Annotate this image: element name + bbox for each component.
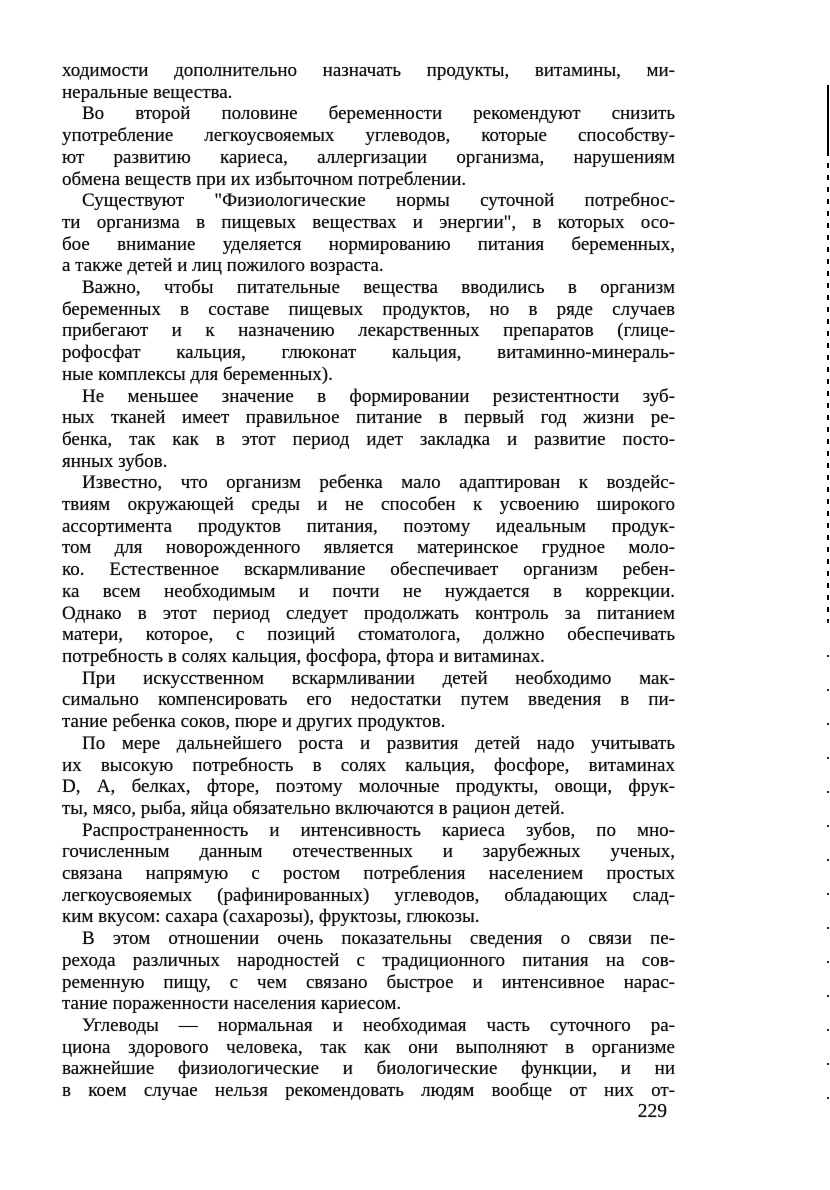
text-line: ременную пищу, с чем связано быстрое и интенсивное нарас-	[62, 971, 675, 993]
text-line: обмена веществ при их избыточном потреблении.	[62, 168, 467, 190]
page-number: 229	[637, 1101, 667, 1122]
text-line: рехода различных народностей с традиционного питания на сов-	[62, 949, 675, 971]
text-line: важнейшие физиологические и биологические функции, и ни	[62, 1058, 675, 1080]
text-line: ко. Естественное вскармливание обеспечивает организм ребен-	[62, 559, 675, 581]
text-line: ким вкусом: сахара (сахарозы), фруктозы, глюкозы.	[62, 906, 480, 928]
text-line: ные комплексы для беременных).	[62, 363, 333, 385]
text-line: Не меньшее значение в формировании резистентности зуб-	[82, 385, 675, 407]
paragraph	[62, 820, 675, 929]
text-line: циона здорового человека, так как они выполняют в организме	[62, 1036, 675, 1058]
text-line: ты, мясо, рыба, яйца обязательно включаются в рацион детей.	[62, 797, 565, 819]
text-line: рофосфат кальция, глюконат кальция, витаминно-минераль-	[62, 342, 675, 364]
text-line: янных зубов.	[62, 450, 168, 472]
paragraph	[62, 668, 675, 733]
text-line: Важно, чтобы питательные вещества вводились в организм	[82, 277, 675, 299]
text-line: их высокую потребность в солях кальция, фосфоре, витаминах	[62, 754, 675, 776]
text-line: В этом отношении очень показательны сведения о связи пе-	[82, 928, 675, 950]
paragraph	[62, 60, 675, 103]
text-line: По мере дальнейшего роста и развития детей надо учитывать	[82, 732, 675, 754]
text-line: беременных в составе пищевых продуктов, но в ряде случаев	[62, 298, 675, 320]
text-line: ходимости дополнительно назначать продукты, витамины, ми-	[62, 60, 675, 81]
text-line: в коем случае нельзя рекомендовать людям вообще от них от-	[62, 1080, 675, 1102]
scan-edge-artifact	[827, 85, 829, 151]
text-line: а также детей и лиц пожилого возраста.	[62, 255, 384, 277]
text-line: ассортимента продуктов питания, поэтому идеальным продук-	[62, 515, 675, 537]
text-line: употребление легкоусвояемых углеводов, которые способству-	[62, 125, 675, 147]
text-line: гочисленным данным отечественных и зарубежных ученых,	[62, 841, 675, 863]
text-line: ка всем необходимым и почти не нуждается в коррекции.	[62, 580, 675, 602]
text-line: тание пораженности населения кариесом.	[62, 993, 402, 1015]
text-line: бенка, так как в этот период идет закладка и развитие посто-	[62, 428, 675, 450]
paragraphs	[62, 60, 675, 1102]
paragraph	[62, 472, 675, 667]
text-line: ют развитию кариеса, аллергизации организма, нарушениям	[62, 146, 675, 168]
text-line: твиям окружающей среды и не способен к усвоению широкого	[62, 494, 675, 516]
text-line: прибегают и к назначению лекарственных препаратов (глице-	[62, 320, 675, 342]
paragraph	[62, 386, 675, 473]
scan-edge-artifact	[827, 621, 829, 1101]
text-line: бое внимание уделяется нормированию питания беременных,	[62, 233, 675, 255]
text-line: тание ребенка соков, пюре и других продуктов.	[62, 711, 446, 733]
text-line: Распространенность и интенсивность кариеса зубов, по мно-	[82, 819, 675, 841]
paragraph	[62, 1015, 675, 1102]
text-line: легкоусвояемых (рафинированных) углеводов, обладающих слад-	[62, 884, 675, 906]
text-line: D, А, белках, фторе, поэтому молочные продукты, овощи, фрук-	[62, 776, 675, 798]
text-line: Во второй половине беременности рекомендуют снизить	[82, 103, 675, 125]
text-line: связана напрямую с ростом потребления населением простых	[62, 863, 675, 885]
text-line: симально компенсировать его недостатки путем введения в пи-	[62, 689, 675, 711]
text-line: ных тканей имеет правильное питание в первый год жизни ре-	[62, 407, 675, 429]
text-line: Однако в этот период следует продолжать контроль за питанием	[62, 602, 675, 624]
paragraph	[62, 277, 675, 386]
text-line: том для новорожденного является материнское грудное моло-	[62, 537, 675, 559]
text-line: Известно, что организм ребенка мало адаптирован к воздейс-	[82, 472, 675, 494]
text-line: При искусственном вскармливании детей необходимо мак-	[82, 667, 675, 689]
text-line: неральные вещества.	[62, 81, 233, 103]
scan-edge-artifact	[827, 151, 829, 621]
text-line: ти организма в пищевых веществах и энергии", в которых осо-	[62, 211, 675, 233]
paragraph	[62, 103, 675, 190]
paragraph	[62, 190, 675, 277]
paragraph	[62, 733, 675, 820]
text-line: потребность в солях кальция, фосфора, фтора и витаминах.	[62, 645, 545, 667]
paragraph	[62, 928, 675, 1015]
text-line: Углеводы — нормальная и необходимая часть суточного ра-	[82, 1014, 675, 1036]
text-line: матери, которое, с позиций стоматолога, должно обеспечивать	[62, 624, 675, 646]
text-line: Существуют "Физиологические нормы суточной потребнос-	[82, 190, 675, 212]
